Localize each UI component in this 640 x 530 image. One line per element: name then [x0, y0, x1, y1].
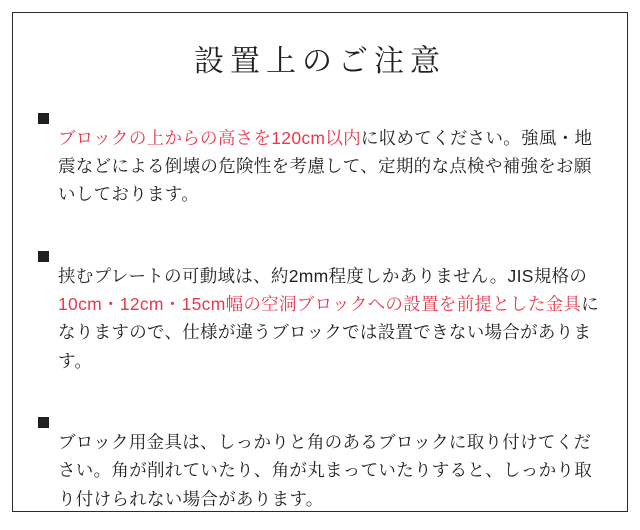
note-segment-highlight: 10cm・12cm・15cm幅の空洞ブロックへの設置を前提とした金具 — [58, 293, 582, 314]
page-title: 設置上のご注意 — [194, 45, 446, 78]
square-bullet-icon — [38, 251, 49, 262]
square-bullet-icon — [38, 113, 49, 124]
note-segment-highlight: ブロックの上からの高さを120cm以内 — [58, 127, 361, 148]
list-item — [38, 244, 602, 392]
square-bullet-icon — [38, 417, 49, 428]
list-item — [38, 106, 602, 226]
note-text — [58, 428, 602, 513]
note-segment: になりますので、仕様が違うブロックでは設置できない場合があります。 — [58, 293, 600, 371]
note-text — [58, 262, 602, 375]
notes-list — [38, 106, 602, 530]
note-segment: に収めてください。強風・地震などによる倒壊の危険性を考慮して、定期的な点検や補強をお願いしております。 — [58, 127, 593, 205]
note-text — [58, 124, 602, 209]
note-segment: ブロック用金具は、しっかりと角のあるブロックに取り付けてください。角が削れていたり、角が丸まっていたりすると、しっかり取り付けられない場合があります。 — [58, 431, 592, 509]
list-item — [38, 410, 602, 530]
note-segment: 挟むプレートの可動域は、約2mm程度しかありません。JIS規格の — [58, 265, 588, 286]
